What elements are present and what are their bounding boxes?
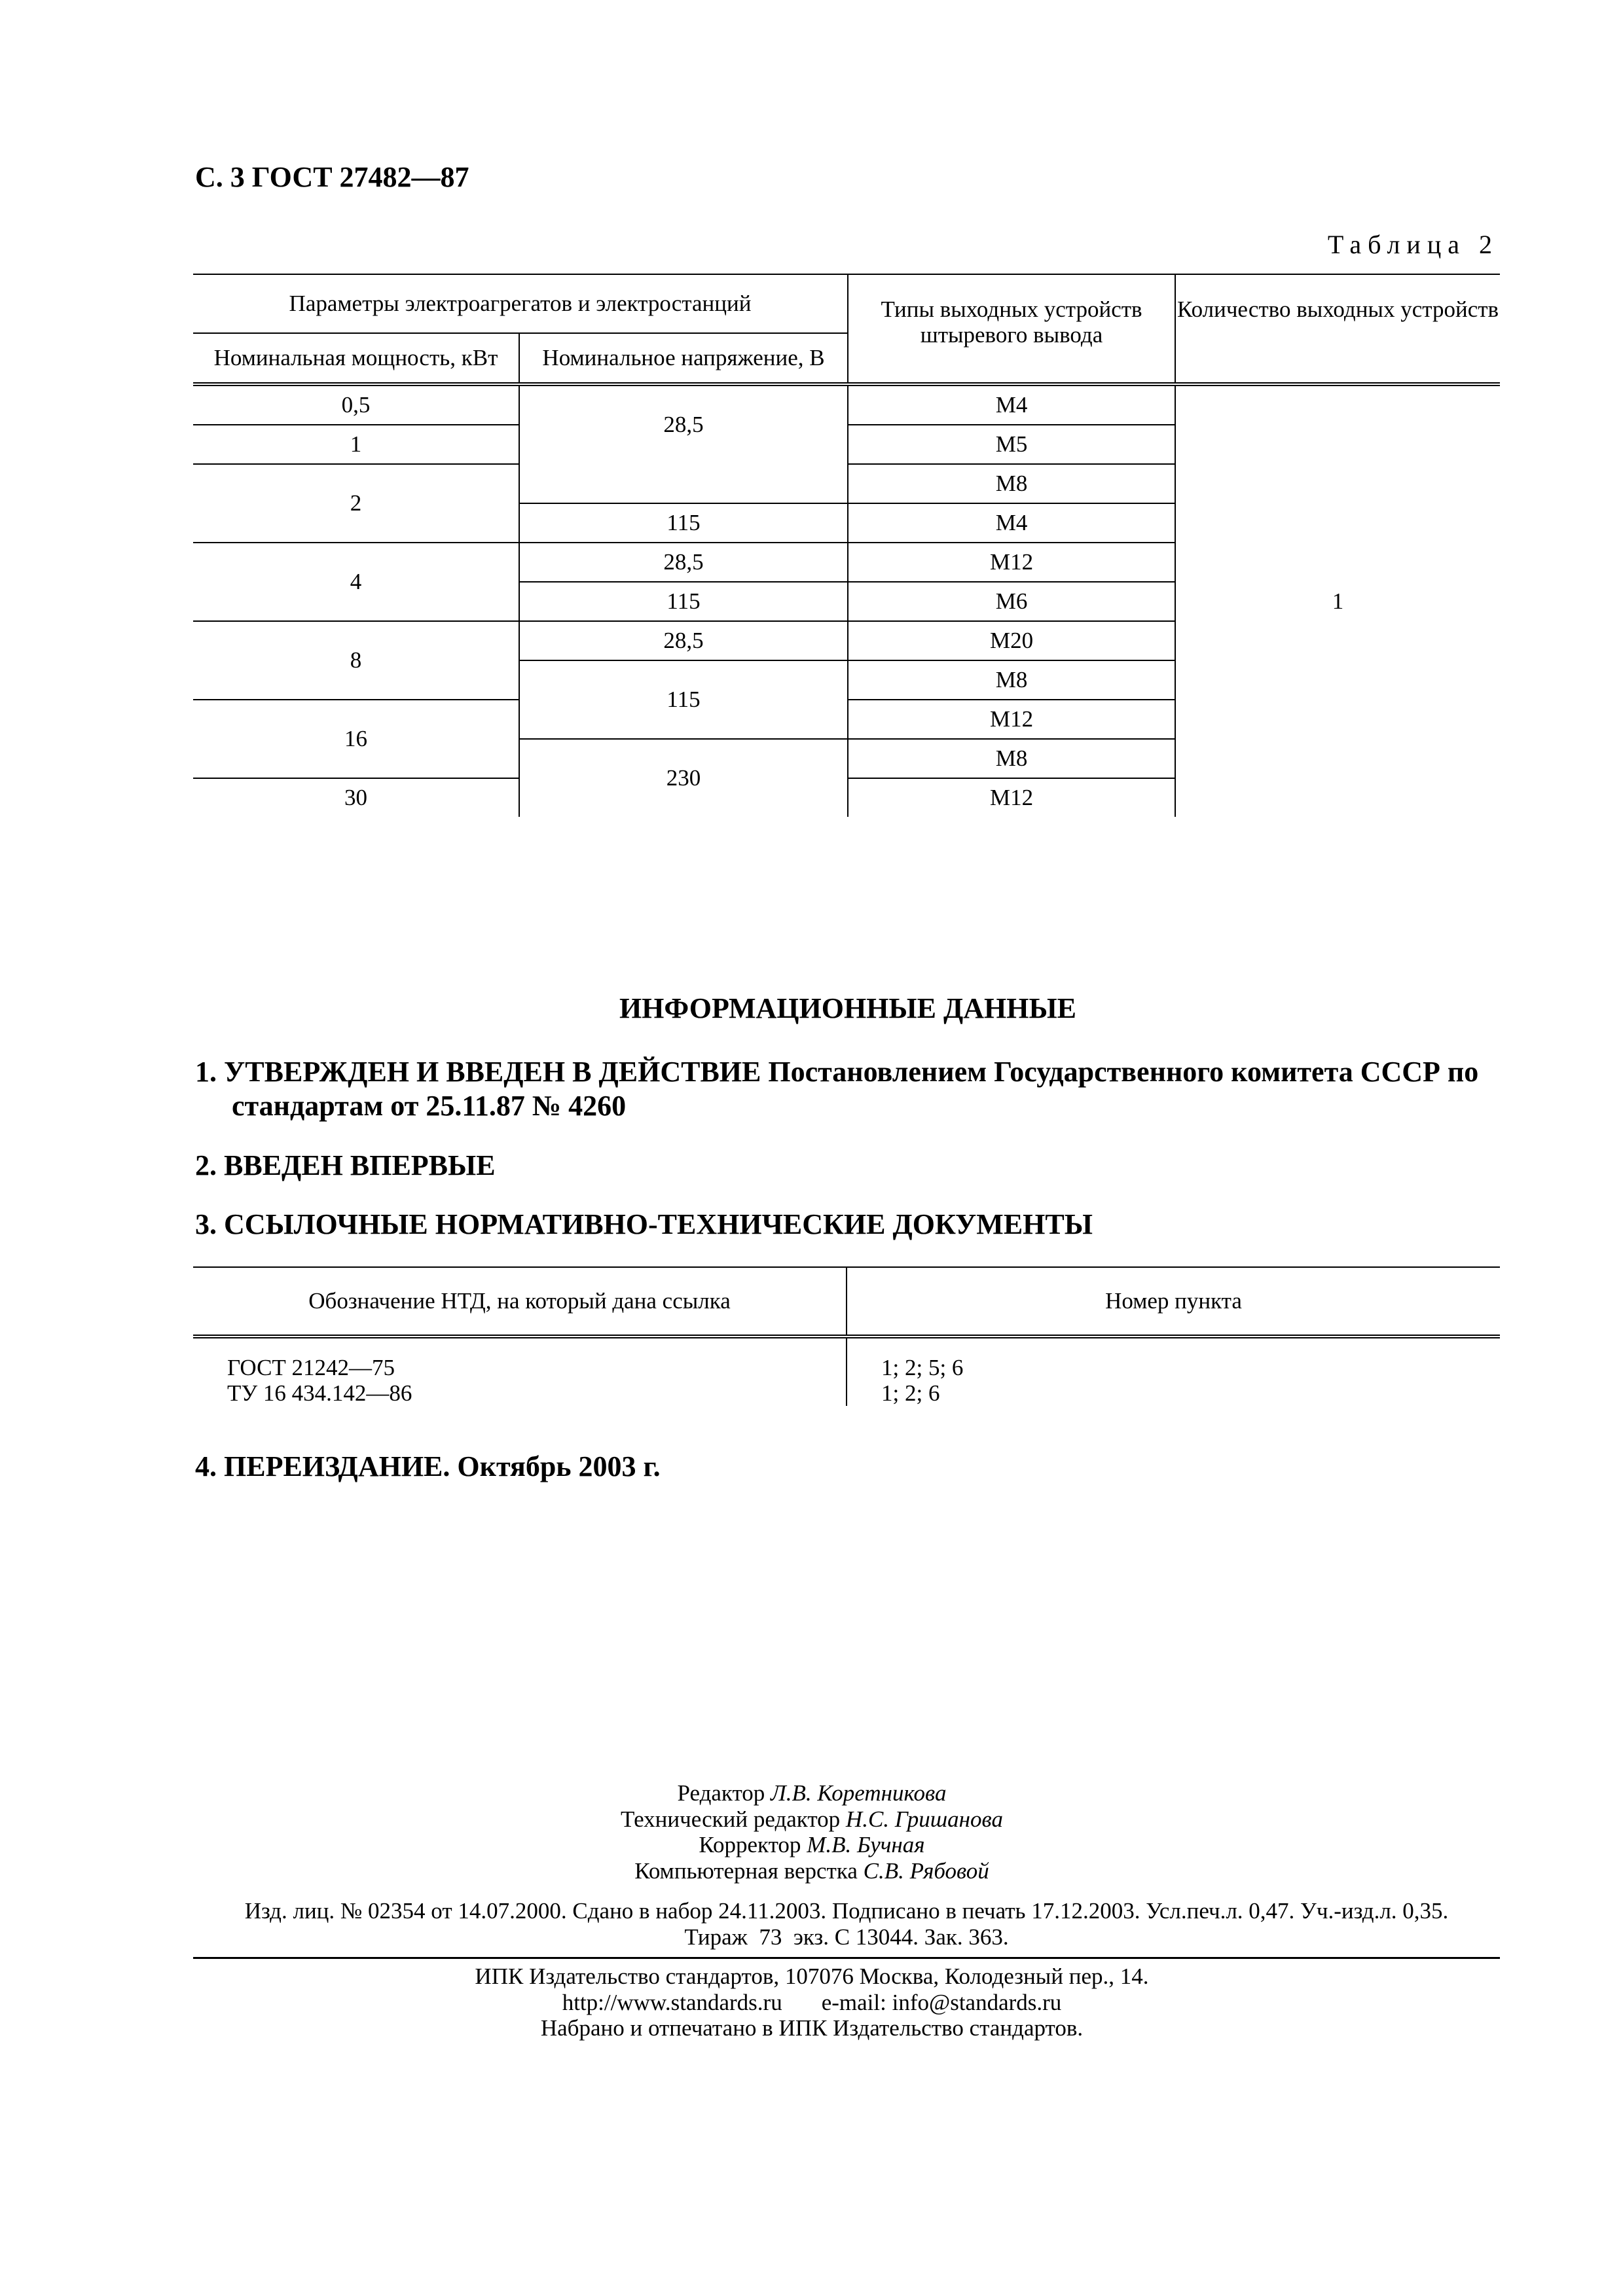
type-cell: M6 bbox=[848, 582, 1175, 621]
voltage-cell: 115 bbox=[519, 660, 848, 739]
credit-line bbox=[0, 1806, 1623, 1833]
credit-name: Л.В. Коретникова bbox=[771, 1780, 947, 1806]
imprint-line: Тираж 73 экз. С 13044. Зак. 363. bbox=[684, 1924, 1009, 1950]
info-title: ИНФОРМАЦИОННЫЕ ДАННЫЕ bbox=[619, 992, 1077, 1024]
voltage-cell-empty bbox=[519, 464, 848, 503]
reference-table bbox=[193, 1266, 1500, 1406]
credit-line bbox=[0, 1858, 1623, 1884]
ref-items-cell bbox=[847, 1336, 1500, 1406]
ref-doc: ГОСТ 21242—75 bbox=[227, 1355, 395, 1380]
ref-items-header: Номер пункта bbox=[847, 1267, 1500, 1336]
credit-role: Компьютерная верстка bbox=[634, 1857, 858, 1884]
output-devices-table bbox=[193, 274, 1500, 817]
info-item-1-cont: стандартам от 25.11.87 № 4260 bbox=[232, 1089, 627, 1122]
publisher-note: Набрано и отпечатано в ИПК Издательство стандартов. bbox=[540, 2015, 1084, 2041]
type-cell: M12 bbox=[848, 700, 1175, 739]
table-caption: Таблица 2 bbox=[1327, 230, 1499, 259]
credit-name: Н.С. Гришанова bbox=[845, 1806, 1003, 1832]
type-cell: M12 bbox=[848, 543, 1175, 582]
page-header: С. 3 ГОСТ 27482—87 bbox=[195, 161, 469, 193]
count-cell: 1 bbox=[1175, 384, 1500, 817]
credit-name: С.В. Рябовой bbox=[863, 1857, 989, 1884]
power-header: Номинальная мощность, кВт bbox=[193, 333, 519, 384]
voltage-cell: 28,5 bbox=[519, 543, 848, 582]
publisher-contacts bbox=[0, 1990, 1623, 2016]
credit-name: М.В. Бучная bbox=[807, 1832, 925, 1858]
info-item-3: 3. ССЫЛОЧНЫЕ НОРМАТИВНО-ТЕХНИЧЕСКИЕ ДОКУМЕНТЫ bbox=[195, 1208, 1093, 1240]
credit-role: Технический редактор bbox=[621, 1806, 841, 1832]
type-cell: M4 bbox=[848, 384, 1175, 425]
type-cell: M4 bbox=[848, 503, 1175, 543]
voltage-cell: 115 bbox=[519, 503, 848, 543]
info-item-1 bbox=[195, 1055, 1501, 1123]
type-cell: M8 bbox=[848, 739, 1175, 778]
divider-rule bbox=[193, 1957, 1500, 1959]
credit-role: Редактор bbox=[677, 1780, 765, 1806]
type-cell: M5 bbox=[848, 425, 1175, 464]
publisher-block bbox=[0, 1964, 1623, 2041]
ref-doc-header: Обозначение НТД, на который дана ссылка bbox=[193, 1267, 847, 1336]
power-cell: 4 bbox=[193, 543, 519, 621]
power-cell: 8 bbox=[193, 621, 519, 700]
publisher-address: ИПК Издательство стандартов, 107076 Москва, Колодезный пер., 14. bbox=[475, 1964, 1149, 1989]
credit-line bbox=[0, 1780, 1623, 1806]
power-cell: 2 bbox=[193, 464, 519, 543]
ref-doc-cell bbox=[193, 1336, 847, 1406]
type-cell: M20 bbox=[848, 621, 1175, 660]
credit-line bbox=[0, 1832, 1623, 1858]
voltage-header: Номинальное напряжение, В bbox=[519, 333, 848, 384]
voltage-cell: 230 bbox=[519, 739, 848, 817]
type-cell: M12 bbox=[848, 778, 1175, 817]
ref-items: 1; 2; 6 bbox=[881, 1380, 940, 1407]
publisher-email[interactable]: e-mail: info@standards.ru bbox=[821, 1989, 1062, 2015]
count-header: Количество выходных устройств bbox=[1175, 274, 1500, 384]
ref-items: 1; 2; 5; 6 bbox=[881, 1355, 964, 1380]
publisher-url[interactable]: http://www.standards.ru bbox=[562, 1989, 782, 2015]
params-group-header: Параметры электроагрегатов и электростанций bbox=[193, 274, 848, 333]
type-cell: M8 bbox=[848, 660, 1175, 700]
voltage-cell: 28,5 bbox=[519, 384, 848, 464]
power-cell: 0,5 bbox=[193, 384, 519, 425]
ref-doc: ТУ 16 434.142—86 bbox=[227, 1380, 412, 1407]
info-item-1-lead: 1. УТВЕРЖДЕН И ВВЕДЕН В ДЕЙСТВИЕ Постановлением Государственного комитета СССР по bbox=[195, 1056, 1479, 1088]
type-cell: M8 bbox=[848, 464, 1175, 503]
credit-role: Корректор bbox=[699, 1832, 801, 1858]
imprint-block bbox=[193, 1898, 1500, 1950]
credits-block bbox=[0, 1780, 1623, 1884]
power-cell: 1 bbox=[193, 425, 519, 464]
info-item-2: 2. ВВЕДЕН ВПЕРВЫЕ bbox=[195, 1149, 496, 1181]
power-cell: 16 bbox=[193, 700, 519, 778]
voltage-cell: 28,5 bbox=[519, 621, 848, 660]
voltage-cell: 115 bbox=[519, 582, 848, 621]
imprint-line: Изд. лиц. № 02354 от 14.07.2000. Сдано в набор 24.11.2003. Подписано в печать 17.12.2003. Усл.печ.л. 0,47. Уч.-изд.л. 0,35. bbox=[244, 1898, 1449, 1924]
types-header: Типы выходных устройств штыревого вывода bbox=[848, 274, 1175, 384]
power-cell: 30 bbox=[344, 784, 367, 810]
info-item-4: 4. ПЕРЕИЗДАНИЕ. Октябрь 2003 г. bbox=[195, 1450, 661, 1482]
